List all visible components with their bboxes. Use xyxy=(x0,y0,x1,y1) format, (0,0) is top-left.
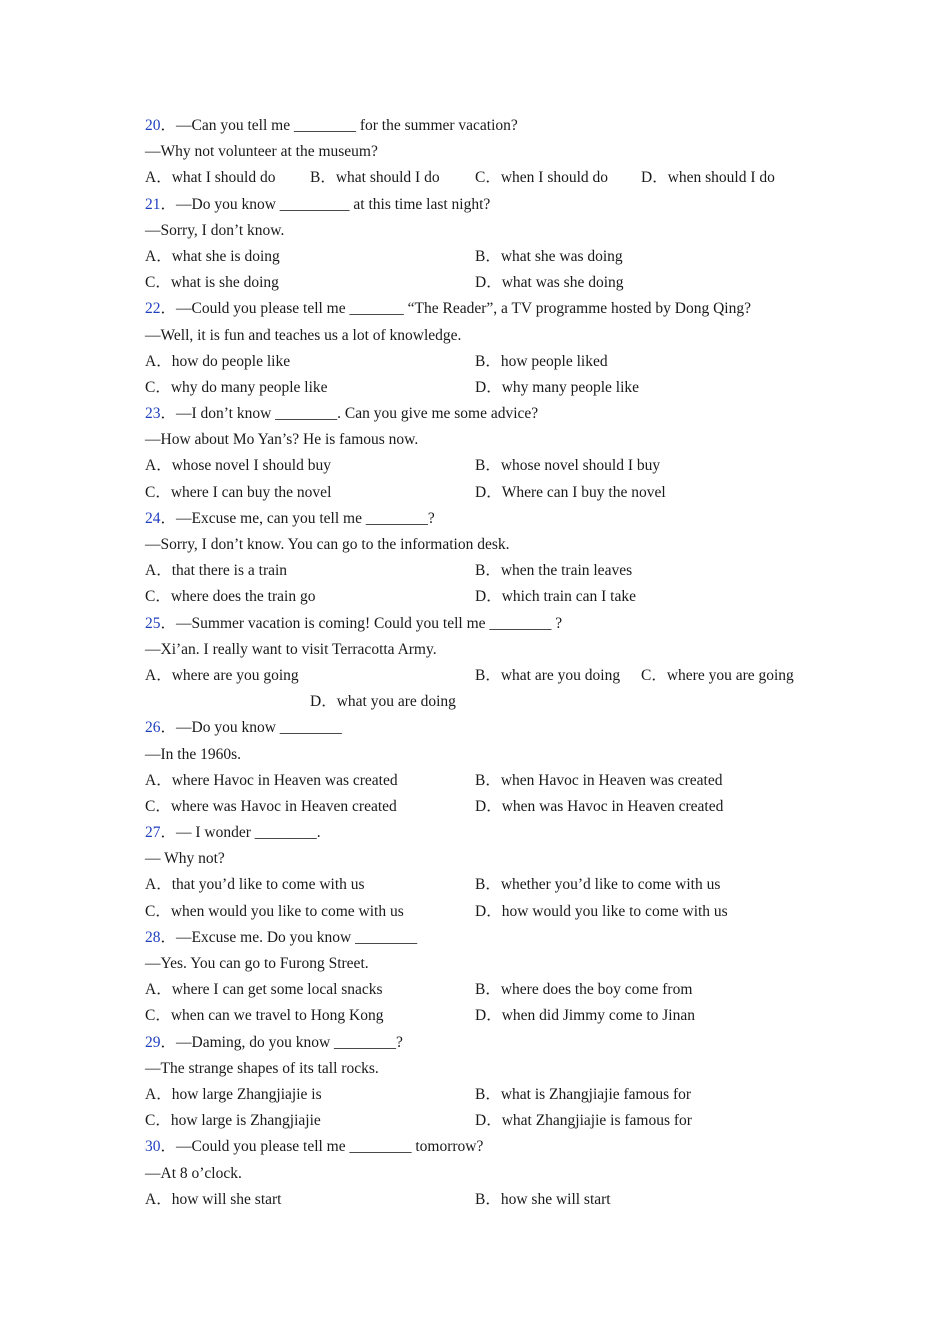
question-number: 24 xyxy=(145,509,161,527)
option-a[interactable]: A．where Havoc in Heaven was created xyxy=(145,771,398,789)
option-b[interactable]: B．what are you doing xyxy=(475,666,621,684)
stem-text: — I wonder ________. xyxy=(176,824,321,842)
question-number: 23 xyxy=(145,405,161,423)
option-c[interactable]: C．how large is Zhangjiajie xyxy=(145,1112,321,1130)
option-a[interactable]: A．where are you going xyxy=(145,666,299,684)
option-b[interactable]: B．when the train leaves xyxy=(475,562,633,580)
option-c[interactable]: C．when can we travel to Hong Kong xyxy=(145,1007,384,1025)
question-number: 22 xyxy=(145,300,161,318)
option-c[interactable]: C．when I should do xyxy=(475,169,609,187)
question-stem xyxy=(145,1030,825,1056)
option-d[interactable]: D．what you are doing xyxy=(310,693,456,711)
question-stem xyxy=(145,1134,825,1160)
option-b[interactable]: B．what she was doing xyxy=(475,247,623,265)
option-row xyxy=(145,1082,825,1108)
question-number: 28 xyxy=(145,928,161,946)
option-a[interactable]: A．where I can get some local snacks xyxy=(145,981,383,999)
option-b[interactable]: B．whose novel should I buy xyxy=(475,457,661,475)
option-row xyxy=(145,768,825,794)
stem-text: —Daming, do you know ________? xyxy=(176,1033,403,1051)
question-stem xyxy=(145,715,825,741)
number-separator: ． xyxy=(160,405,177,423)
question-reply: —Yes. You can go to Furong Street. xyxy=(145,955,369,972)
question-reply: —Why not volunteer at the museum? xyxy=(145,143,378,161)
question-number: 29 xyxy=(145,1033,161,1051)
option-row xyxy=(145,349,825,375)
option-c[interactable]: C．why do many people like xyxy=(145,378,328,396)
number-separator: ． xyxy=(160,614,177,632)
question-stem xyxy=(145,506,825,532)
option-row xyxy=(145,584,825,610)
option-d[interactable]: D．when did Jimmy come to Jinan xyxy=(475,1007,695,1025)
question-stem xyxy=(145,820,825,846)
option-d[interactable]: D．why many people like xyxy=(475,378,640,396)
stem-text: —Excuse me. Do you know ________ xyxy=(176,928,418,946)
option-c[interactable]: C．what is she doing xyxy=(145,274,279,292)
option-d[interactable]: D．what was she doing xyxy=(475,274,624,292)
option-row xyxy=(145,165,825,191)
question-stem xyxy=(145,611,825,637)
option-a[interactable]: A．what I should do xyxy=(145,169,276,187)
stem-text: —Do you know _________ at this time last night? xyxy=(176,195,491,213)
question-number: 20 xyxy=(145,117,161,134)
option-d[interactable]: D．Where can I buy the novel xyxy=(475,483,666,501)
stem-text: —Can you tell me ________ for the summer vacation? xyxy=(176,117,518,134)
question-reply: —How about Mo Yan’s? He is famous now. xyxy=(145,431,419,449)
stem-text: —Excuse me, can you tell me ________? xyxy=(176,509,435,527)
number-separator: ． xyxy=(160,195,177,213)
option-a[interactable]: A．that there is a train xyxy=(145,562,288,580)
question-reply: —In the 1960s. xyxy=(145,745,242,763)
option-row xyxy=(145,244,825,270)
question-number: 30 xyxy=(145,1138,161,1156)
stem-text: —Do you know ________ xyxy=(176,719,342,737)
question-number: 25 xyxy=(145,614,161,632)
option-b[interactable]: B．what is Zhangjiajie famous for xyxy=(475,1085,692,1103)
number-separator: ． xyxy=(160,824,177,842)
option-b[interactable]: B．where does the boy come from xyxy=(475,981,693,999)
number-separator: ． xyxy=(160,300,177,318)
question-number: 26 xyxy=(145,719,161,737)
option-d[interactable]: D．how would you like to come with us xyxy=(475,902,728,920)
option-a[interactable]: A．how large Zhangjiajie is xyxy=(145,1085,322,1103)
option-c[interactable]: C．where does the train go xyxy=(145,588,316,606)
option-row xyxy=(145,977,825,1003)
question-reply: —At 8 o’clock. xyxy=(145,1164,242,1182)
option-row xyxy=(145,480,825,506)
option-a[interactable]: A．that you’d like to come with us xyxy=(145,876,365,894)
option-b[interactable]: B．what should I do xyxy=(310,169,440,187)
question-reply: —Well, it is fun and teaches us a lot of knowledge. xyxy=(145,326,462,344)
option-b[interactable]: B．whether you’d like to come with us xyxy=(475,876,721,894)
option-row xyxy=(145,689,825,715)
stem-text: —I don’t know ________. Can you give me some advice? xyxy=(176,405,539,423)
option-b[interactable]: B．how people liked xyxy=(475,352,608,370)
option-row xyxy=(145,1003,825,1029)
option-row xyxy=(145,1108,825,1134)
question-number: 21 xyxy=(145,195,161,213)
option-a[interactable]: A．whose novel I should buy xyxy=(145,457,331,475)
question-list xyxy=(145,113,825,1213)
question-stem xyxy=(145,296,825,322)
option-row xyxy=(145,872,825,898)
option-d[interactable]: D．when should I do xyxy=(641,169,775,187)
option-a[interactable]: A．how will she start xyxy=(145,1190,282,1208)
question-stem xyxy=(145,401,825,427)
question-reply: —Sorry, I don’t know. You can go to the information desk. xyxy=(145,536,510,553)
option-row xyxy=(145,794,825,820)
option-row xyxy=(145,270,825,296)
option-c[interactable]: C．when would you like to come with us xyxy=(145,902,404,920)
option-d[interactable]: D．which train can I take xyxy=(475,588,636,606)
option-row xyxy=(145,663,825,689)
question-reply: — Why not? xyxy=(145,850,225,868)
option-c[interactable]: C．where you are going xyxy=(641,666,794,684)
question-reply: —Xi’an. I really want to visit Terracotta Army. xyxy=(145,640,437,658)
option-row xyxy=(145,453,825,479)
number-separator: ． xyxy=(160,117,177,134)
question-reply: —The strange shapes of its tall rocks. xyxy=(145,1059,379,1077)
stem-text: —Could you please tell me _______ “The Reader”, a TV programme hosted by Dong Qing? xyxy=(176,300,751,318)
number-separator: ． xyxy=(160,509,177,527)
option-d[interactable]: D．what Zhangjiajie is famous for xyxy=(475,1112,692,1130)
number-separator: ． xyxy=(160,719,177,737)
option-c[interactable]: C．where I can buy the novel xyxy=(145,483,332,501)
stem-text: —Could you please tell me ________ tomorrow? xyxy=(176,1138,484,1156)
option-row xyxy=(145,558,825,584)
option-c[interactable]: C．where was Havoc in Heaven created xyxy=(145,797,397,815)
option-a[interactable]: A．what she is doing xyxy=(145,247,280,265)
question-reply: —Sorry, I don’t know. xyxy=(145,221,285,239)
number-separator: ． xyxy=(160,1033,177,1051)
question-number: 27 xyxy=(145,824,161,842)
option-row xyxy=(145,1187,825,1213)
option-row xyxy=(145,899,825,925)
option-b[interactable]: B．how she will start xyxy=(475,1190,611,1208)
option-b[interactable]: B．when Havoc in Heaven was created xyxy=(475,771,723,789)
number-separator: ． xyxy=(160,928,177,946)
question-stem xyxy=(145,113,825,139)
option-d[interactable]: D．when was Havoc in Heaven created xyxy=(475,797,724,815)
stem-text: —Summer vacation is coming! Could you tell me ________ ? xyxy=(176,614,563,632)
option-a[interactable]: A．how do people like xyxy=(145,352,291,370)
question-stem xyxy=(145,925,825,951)
number-separator: ． xyxy=(160,1138,177,1156)
question-stem xyxy=(145,192,825,218)
option-row xyxy=(145,375,825,401)
